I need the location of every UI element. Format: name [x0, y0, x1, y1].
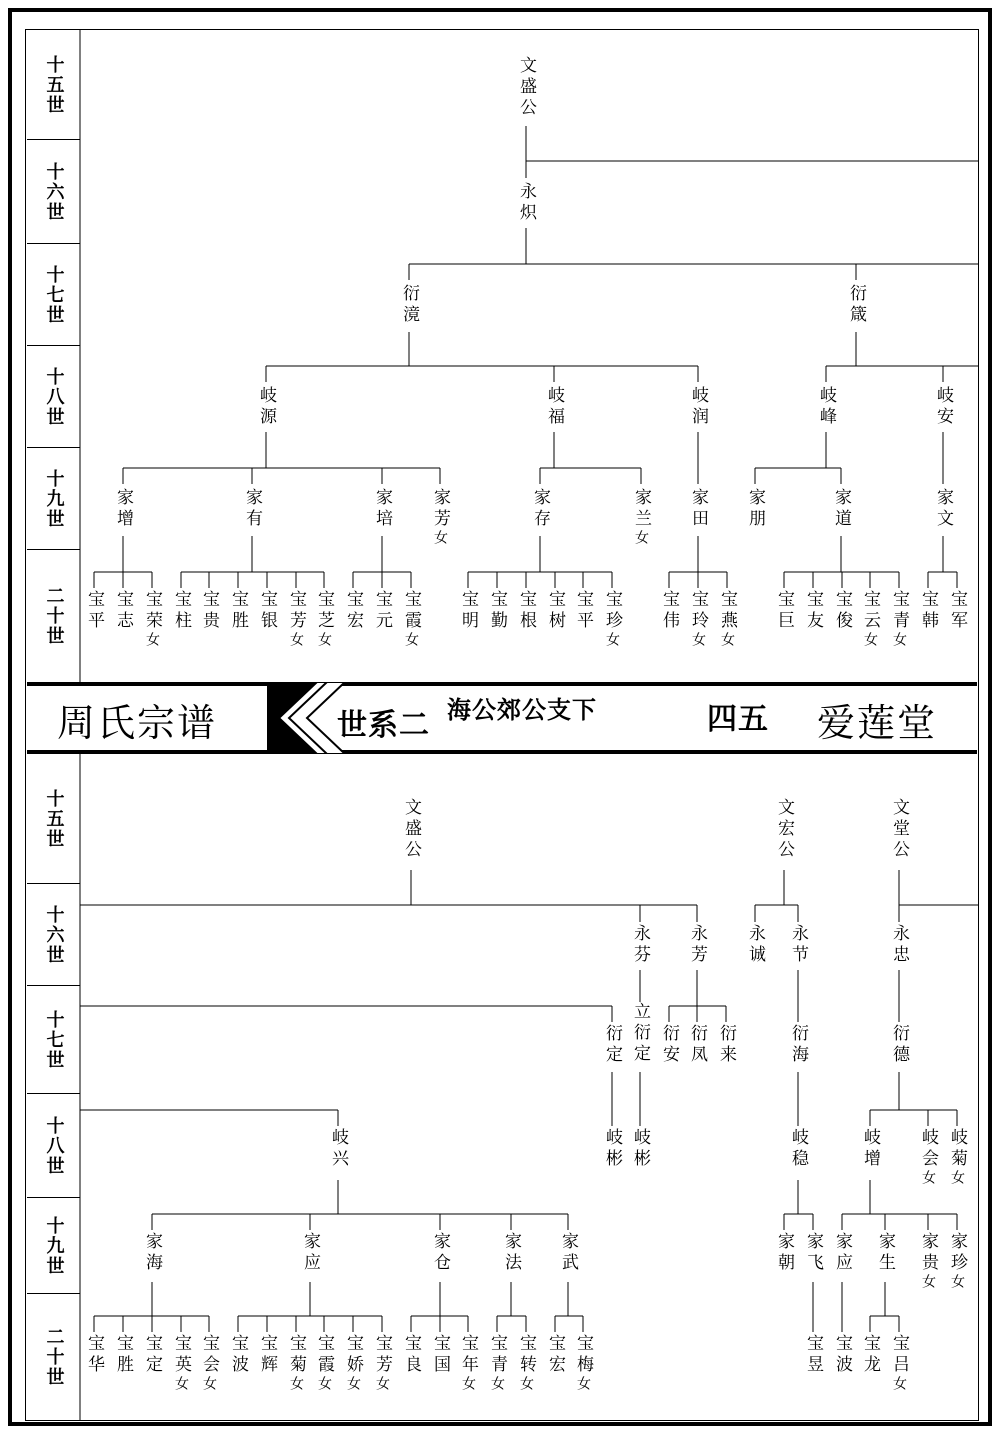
- person-name: [789, 1024, 807, 1066]
- female-mark: 女: [173, 1376, 189, 1394]
- person-name: [574, 1334, 592, 1394]
- female-mark: 女: [403, 632, 419, 650]
- female-mark: 女: [891, 1376, 907, 1394]
- female-mark: 女: [316, 1376, 332, 1394]
- person-name-text: 家武: [558, 1232, 578, 1274]
- person-name-text: 宝青: [889, 590, 909, 632]
- person-name: [431, 1334, 449, 1376]
- person-name-text: 宝波: [832, 1334, 852, 1376]
- person-name: [143, 1232, 161, 1274]
- person-name: [660, 590, 678, 632]
- person-name: [559, 1232, 577, 1274]
- person-name: [919, 1128, 937, 1188]
- person-name: [459, 1334, 477, 1394]
- person-name-text: 宝明: [458, 590, 478, 632]
- female-mark: 女: [719, 632, 735, 650]
- person-name: [517, 1334, 535, 1394]
- person-name: [718, 590, 736, 650]
- person-name: [200, 590, 218, 632]
- person-name-text: 宝霞: [314, 1334, 334, 1376]
- person-name-text: 宝云: [860, 590, 880, 632]
- person-name: [833, 1232, 851, 1274]
- person-name-text: 宝辉: [257, 1334, 277, 1376]
- generation-label: 十五世: [27, 30, 80, 140]
- person-name-text: 岐稳: [788, 1128, 808, 1170]
- person-name-text: 宝霞: [401, 590, 421, 632]
- person-name-text: 永节: [788, 924, 808, 966]
- person-name-text: 宝韩: [918, 590, 938, 632]
- person-name: [890, 924, 908, 966]
- person-name: [488, 590, 506, 632]
- generation-label: 十六世: [27, 140, 80, 244]
- person-name-text: 岐安: [933, 386, 953, 428]
- person-name: [688, 1024, 706, 1066]
- person-name-text: 宝波: [228, 1334, 248, 1376]
- person-name: [344, 590, 362, 632]
- person-name-text: 家珍: [947, 1232, 967, 1274]
- female-mark: 女: [920, 1274, 936, 1292]
- person-name-text: 家生: [875, 1232, 895, 1274]
- female-mark: 女: [575, 1376, 591, 1394]
- person-name-text: 宝昱: [803, 1334, 823, 1376]
- person-name-text: 家存: [530, 488, 550, 530]
- person-name-text: 文宏公: [774, 798, 794, 861]
- person-name: [431, 488, 449, 548]
- person-name: [114, 488, 132, 530]
- person-name-text: 宝国: [430, 1334, 450, 1376]
- person-name-text: 宝勤: [487, 590, 507, 632]
- person-name: [488, 1334, 506, 1394]
- female-mark: 女: [460, 1376, 476, 1394]
- person-name: [689, 386, 707, 428]
- female-mark: 女: [316, 632, 332, 650]
- person-name-text: 宝青: [487, 1334, 507, 1376]
- person-name: [832, 488, 850, 530]
- female-mark: 女: [432, 530, 448, 548]
- person-name-text: 家文: [933, 488, 953, 530]
- person-name: [229, 1334, 247, 1376]
- person-name-text: 宝平: [573, 590, 593, 632]
- person-name-text: 家应: [300, 1232, 320, 1274]
- generation-label: 十九世: [27, 448, 80, 550]
- person-name-text: 家海: [142, 1232, 162, 1274]
- person-name: [833, 1334, 851, 1376]
- person-name-text: 家道: [831, 488, 851, 530]
- person-name: [804, 590, 822, 632]
- person-name-text: 宝志: [113, 590, 133, 632]
- person-name: [400, 284, 418, 326]
- person-name-text: 宝巨: [774, 590, 794, 632]
- person-name-text: 文盛公: [401, 798, 421, 861]
- person-name-text: 宝定: [142, 1334, 162, 1376]
- person-name-text: 宝吕: [889, 1334, 909, 1376]
- person-name-text: 文盛公: [516, 56, 536, 119]
- person-name-text: 宝树: [545, 590, 565, 632]
- person-name: [847, 284, 865, 326]
- generation-label: 十七世: [27, 244, 80, 346]
- person-name-text: 家贵: [918, 1232, 938, 1274]
- person-name-text: 宝年: [458, 1334, 478, 1376]
- generation-label: 十八世: [27, 346, 80, 448]
- person-name-text: 衍安: [659, 1024, 679, 1066]
- person-name: [631, 924, 649, 966]
- person-name: [172, 590, 190, 632]
- person-name: [890, 1024, 908, 1066]
- person-name: [301, 1232, 319, 1274]
- person-name: [890, 1334, 908, 1394]
- page-number: 四五: [707, 702, 769, 737]
- person-name: [746, 488, 764, 530]
- person-name: [517, 182, 535, 224]
- person-name-text: 永忠: [889, 924, 909, 966]
- person-name-text: 宝娇: [343, 1334, 363, 1376]
- female-mark: 女: [633, 530, 649, 548]
- female-mark: 女: [862, 632, 878, 650]
- person-name: [344, 1334, 362, 1394]
- person-name-text: 家飞: [803, 1232, 823, 1274]
- person-name: [789, 1128, 807, 1170]
- person-name: [257, 386, 275, 428]
- person-name-text: 家朋: [745, 488, 765, 530]
- person-name-text: 衍箴: [846, 284, 866, 326]
- person-name: [373, 488, 391, 530]
- person-name-text: 永炽: [516, 182, 536, 224]
- person-name-text: 宝芝: [314, 590, 334, 632]
- female-mark: 女: [518, 1376, 534, 1394]
- person-name-text: 文堂公: [889, 798, 909, 861]
- person-name-text: 家培: [372, 488, 392, 530]
- person-name-text: 宝会: [199, 1334, 219, 1376]
- person-name-text: 衍海: [788, 1024, 808, 1066]
- person-name: [85, 1334, 103, 1376]
- person-name-text: 宝芳: [286, 590, 306, 632]
- person-name: [804, 1334, 822, 1376]
- generation-label: 十七世: [27, 986, 80, 1094]
- person-name: [789, 924, 807, 966]
- person-name: [258, 590, 276, 632]
- branch-label: 海公郊公支下: [447, 695, 597, 724]
- female-mark: 女: [345, 1376, 361, 1394]
- person-name-text: 宝胜: [228, 590, 248, 632]
- person-name: [517, 56, 535, 119]
- person-name: [688, 924, 706, 966]
- person-name: [603, 1128, 621, 1170]
- person-name: [631, 1002, 649, 1065]
- person-name-text: 宝平: [84, 590, 104, 632]
- person-name-text: 宝玲: [688, 590, 708, 632]
- person-name-text: 立衍定: [630, 1002, 650, 1065]
- person-name: [934, 386, 952, 428]
- person-name-text: 宝根: [516, 590, 536, 632]
- person-name-text: 岐会: [918, 1128, 938, 1170]
- person-name-text: 岐源: [256, 386, 276, 428]
- female-mark: 女: [690, 632, 706, 650]
- person-name-text: 家兰: [631, 488, 651, 530]
- person-name: [833, 590, 851, 632]
- person-name-text: 家法: [501, 1232, 521, 1274]
- person-name: [546, 1334, 564, 1376]
- person-name-text: 宝元: [372, 590, 392, 632]
- person-name-text: 永诚: [745, 924, 765, 966]
- female-mark: 女: [288, 1376, 304, 1394]
- person-name: [746, 924, 764, 966]
- person-name: [603, 590, 621, 650]
- female-mark: 女: [920, 1170, 936, 1188]
- person-name: [517, 590, 535, 632]
- person-name: [85, 590, 103, 632]
- person-name-text: 衍凤: [687, 1024, 707, 1066]
- person-name-text: 宝荣: [142, 590, 162, 632]
- person-name: [948, 590, 966, 632]
- person-name-text: 岐增: [860, 1128, 880, 1170]
- person-name: [890, 590, 908, 650]
- female-mark: 女: [949, 1170, 965, 1188]
- person-name: [689, 590, 707, 650]
- female-mark: 女: [144, 632, 160, 650]
- person-name: [919, 590, 937, 632]
- person-name-text: 永芬: [630, 924, 650, 966]
- person-name: [329, 1128, 347, 1170]
- person-name: [229, 590, 247, 632]
- person-name-text: 宝良: [401, 1334, 421, 1376]
- generation-label: 十六世: [27, 884, 80, 986]
- person-name: [775, 798, 793, 861]
- person-name-text: 宝胜: [113, 1334, 133, 1376]
- person-name: [631, 1128, 649, 1170]
- person-name-text: 家增: [113, 488, 133, 530]
- person-name-text: 家应: [832, 1232, 852, 1274]
- person-name: [603, 1024, 621, 1066]
- person-name: [287, 1334, 305, 1394]
- person-name: [775, 1232, 793, 1274]
- person-name-text: 永芳: [687, 924, 707, 966]
- person-name: [143, 1334, 161, 1376]
- generation-label: 十八世: [27, 1094, 80, 1198]
- person-name-text: 宝华: [84, 1334, 104, 1376]
- person-name: [143, 590, 161, 650]
- person-name-text: 家有: [242, 488, 262, 530]
- person-name: [948, 1128, 966, 1188]
- person-name: [861, 1128, 879, 1170]
- person-name-text: 宝龙: [860, 1334, 880, 1376]
- person-name: [373, 590, 391, 632]
- person-name: [817, 386, 835, 428]
- person-name: [948, 1232, 966, 1292]
- person-name: [172, 1334, 190, 1394]
- person-name: [243, 488, 261, 530]
- person-name-text: 宝宏: [545, 1334, 565, 1376]
- person-name: [861, 590, 879, 650]
- person-name: [373, 1334, 391, 1394]
- person-name: [660, 1024, 678, 1066]
- person-name-text: 宝银: [257, 590, 277, 632]
- person-name-text: 宝转: [516, 1334, 536, 1376]
- person-name-text: 岐菊: [947, 1128, 967, 1170]
- female-mark: 女: [949, 1274, 965, 1292]
- person-name: [114, 590, 132, 632]
- person-name-text: 衍德: [889, 1024, 909, 1066]
- person-name: [431, 1232, 449, 1274]
- section-label: 世系二: [337, 708, 430, 743]
- person-name-text: 家仓: [430, 1232, 450, 1274]
- person-name-text: 衍定: [602, 1024, 622, 1066]
- female-mark: 女: [891, 632, 907, 650]
- person-name-text: 岐兴: [328, 1128, 348, 1170]
- person-name: [531, 488, 549, 530]
- person-name-text: 宝柱: [171, 590, 191, 632]
- person-name: [502, 1232, 520, 1274]
- person-name-text: 衍来: [716, 1024, 736, 1066]
- person-name-text: 宝军: [947, 590, 967, 632]
- person-name-text: 宝英: [171, 1334, 191, 1376]
- person-name: [114, 1334, 132, 1376]
- person-name: [402, 798, 420, 861]
- person-name-text: 宝珍: [602, 590, 622, 632]
- person-name-text: 宝芳: [372, 1334, 392, 1376]
- person-name-text: 宝友: [803, 590, 823, 632]
- person-name: [258, 1334, 276, 1376]
- person-name-text: 岐彬: [602, 1128, 622, 1170]
- person-name: [934, 488, 952, 530]
- person-name: [545, 386, 563, 428]
- generation-label: 十五世: [27, 754, 80, 884]
- person-name: [876, 1232, 894, 1274]
- generation-label: 十九世: [27, 1198, 80, 1294]
- female-mark: 女: [604, 632, 620, 650]
- person-name-text: 宝伟: [659, 590, 679, 632]
- person-name: [402, 590, 420, 650]
- person-name-text: 家田: [688, 488, 708, 530]
- person-name: [402, 1334, 420, 1376]
- person-name: [459, 590, 477, 632]
- person-name: [861, 1334, 879, 1376]
- person-name-text: 宝俊: [832, 590, 852, 632]
- person-name: [200, 1334, 218, 1394]
- person-name: [287, 590, 305, 650]
- generation-label: 二十世: [43, 1327, 65, 1387]
- person-name: [717, 1024, 735, 1066]
- person-name: [574, 590, 592, 632]
- generation-label: 二十世: [43, 586, 65, 646]
- person-name: [315, 1334, 333, 1394]
- person-name-text: 宝宏: [343, 590, 363, 632]
- person-name-text: 家芳: [430, 488, 450, 530]
- person-name-text: 岐润: [688, 386, 708, 428]
- person-name: [689, 488, 707, 530]
- person-name: [632, 488, 650, 548]
- person-name-text: 岐峰: [816, 386, 836, 428]
- hall-name: 爱莲堂: [817, 701, 938, 745]
- person-name-text: 宝燕: [717, 590, 737, 632]
- person-name: [775, 590, 793, 632]
- person-name: [315, 590, 333, 650]
- book-title: 周氏宗谱: [57, 701, 218, 745]
- title-band: [27, 682, 977, 754]
- person-name: [546, 590, 564, 632]
- person-name-text: 宝贵: [199, 590, 219, 632]
- female-mark: 女: [489, 1376, 505, 1394]
- female-mark: 女: [201, 1376, 217, 1394]
- person-name-text: 宝菊: [286, 1334, 306, 1376]
- person-name-text: 岐彬: [630, 1128, 650, 1170]
- person-name: [890, 798, 908, 861]
- person-name: [919, 1232, 937, 1292]
- person-name-text: 家朝: [774, 1232, 794, 1274]
- person-name-text: 宝梅: [573, 1334, 593, 1376]
- person-name-text: 岐福: [544, 386, 564, 428]
- person-name-text: 衍滰: [399, 284, 419, 326]
- female-mark: 女: [288, 632, 304, 650]
- person-name: [804, 1232, 822, 1274]
- female-mark: 女: [374, 1376, 390, 1394]
